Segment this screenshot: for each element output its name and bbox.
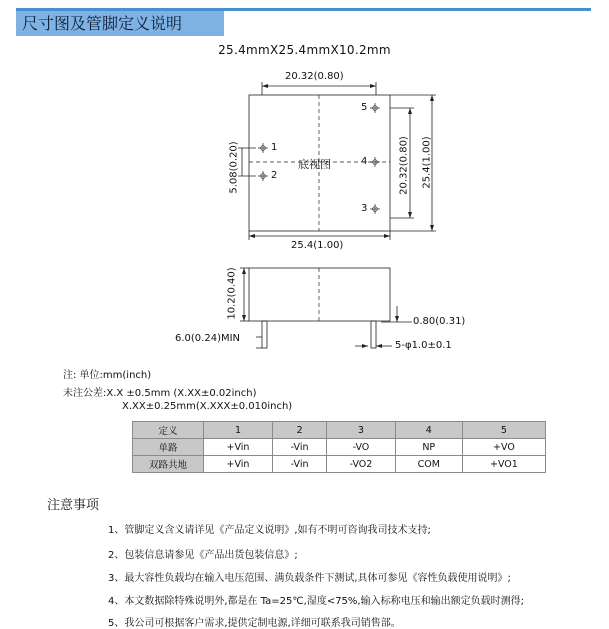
table-cell: COM	[395, 456, 462, 473]
precaution-item: 5、我公司可根据客户需求,提供定制电源,详细可联系我司销售部。	[108, 618, 401, 629]
pin-offset-label: 0.80(0.31)	[413, 316, 466, 327]
table-row	[133, 439, 546, 456]
table-header-cell: 5	[462, 422, 545, 439]
table-cell: +VO1	[462, 456, 545, 473]
width-top-label: 20.32(0.80)	[285, 71, 344, 82]
pin-2-marker	[258, 171, 268, 181]
side-pin-left	[262, 321, 267, 348]
unit-note: 注: 单位:mm(inch)	[63, 370, 152, 381]
center-label: 底视图	[298, 158, 331, 171]
table-header-row	[133, 422, 546, 439]
table-row	[133, 456, 546, 473]
table-row-header: 单路	[133, 439, 204, 456]
left-vertical-label: 5.08(0.20)	[228, 141, 240, 194]
table-cell: -Vin	[272, 456, 326, 473]
side-pin-right	[371, 321, 376, 348]
table-cell: -VO2	[327, 456, 395, 473]
pin-2-label: 2	[271, 170, 278, 181]
precaution-item: 2、包装信息请参见《产品出货包装信息》;	[108, 550, 298, 561]
section-header: 尺寸图及管脚定义说明	[16, 11, 224, 36]
table-header-cell: 3	[327, 422, 395, 439]
table-cell: -VO	[327, 439, 395, 456]
precautions-title: 注意事项	[47, 498, 100, 513]
side-height-label: 10.2(0.40)	[226, 267, 238, 320]
table-header-cell: 4	[395, 422, 462, 439]
precaution-item: 4、本文数据除特殊说明外,都是在 Ta=25℃,湿度<75%,输入标称电压和输出额定负载时测得;	[108, 596, 524, 607]
pin-diameter-label: 5-φ1.0±0.1	[395, 340, 452, 351]
pin-3-label: 3	[361, 203, 368, 214]
table-cell: +VO	[462, 439, 545, 456]
table-cell: +Vin	[204, 439, 273, 456]
pin-5-label: 5	[361, 102, 368, 113]
pin-5-marker	[370, 103, 380, 113]
dimension-title: 25.4mmX25.4mmX10.2mm	[218, 43, 391, 57]
table-header-cell: 定义	[133, 422, 204, 439]
table-cell: -Vin	[272, 439, 326, 456]
pin-1-marker	[258, 143, 268, 153]
tolerance-note-2: X.XX±0.25mm(X.XXX±0.010inch)	[122, 401, 293, 412]
table-row-header: 双路共地	[133, 456, 204, 473]
right-inner-label: 20.32(0.80)	[398, 136, 410, 195]
pin-1-label: 1	[271, 142, 278, 153]
pin-definition-table	[132, 421, 546, 473]
pin-3-marker	[370, 204, 380, 214]
tolerance-note-1: 未注公差:X.X ±0.5mm (X.XX±0.02inch)	[63, 388, 257, 399]
table-header-cell: 2	[272, 422, 326, 439]
pin-4-label: 4	[361, 156, 368, 167]
precaution-item: 3、最大容性负载均在输入电压范围、满负载条件下测试,具体可参见《容性负载使用说明》;	[108, 573, 511, 584]
pin-length-label: 6.0(0.24)MIN	[175, 333, 241, 344]
pin-4-marker	[370, 157, 380, 167]
precaution-item: 1、管脚定义含义请详见《产品定义说明》,如有不明可咨询我司技术支持;	[108, 525, 431, 536]
side-view-outline	[249, 268, 390, 321]
table-cell: +Vin	[204, 456, 273, 473]
width-bottom-label: 25.4(1.00)	[291, 240, 344, 251]
right-outer-label: 25.4(1.00)	[421, 136, 433, 189]
table-cell: NP	[395, 439, 462, 456]
table-header-cell: 1	[204, 422, 273, 439]
